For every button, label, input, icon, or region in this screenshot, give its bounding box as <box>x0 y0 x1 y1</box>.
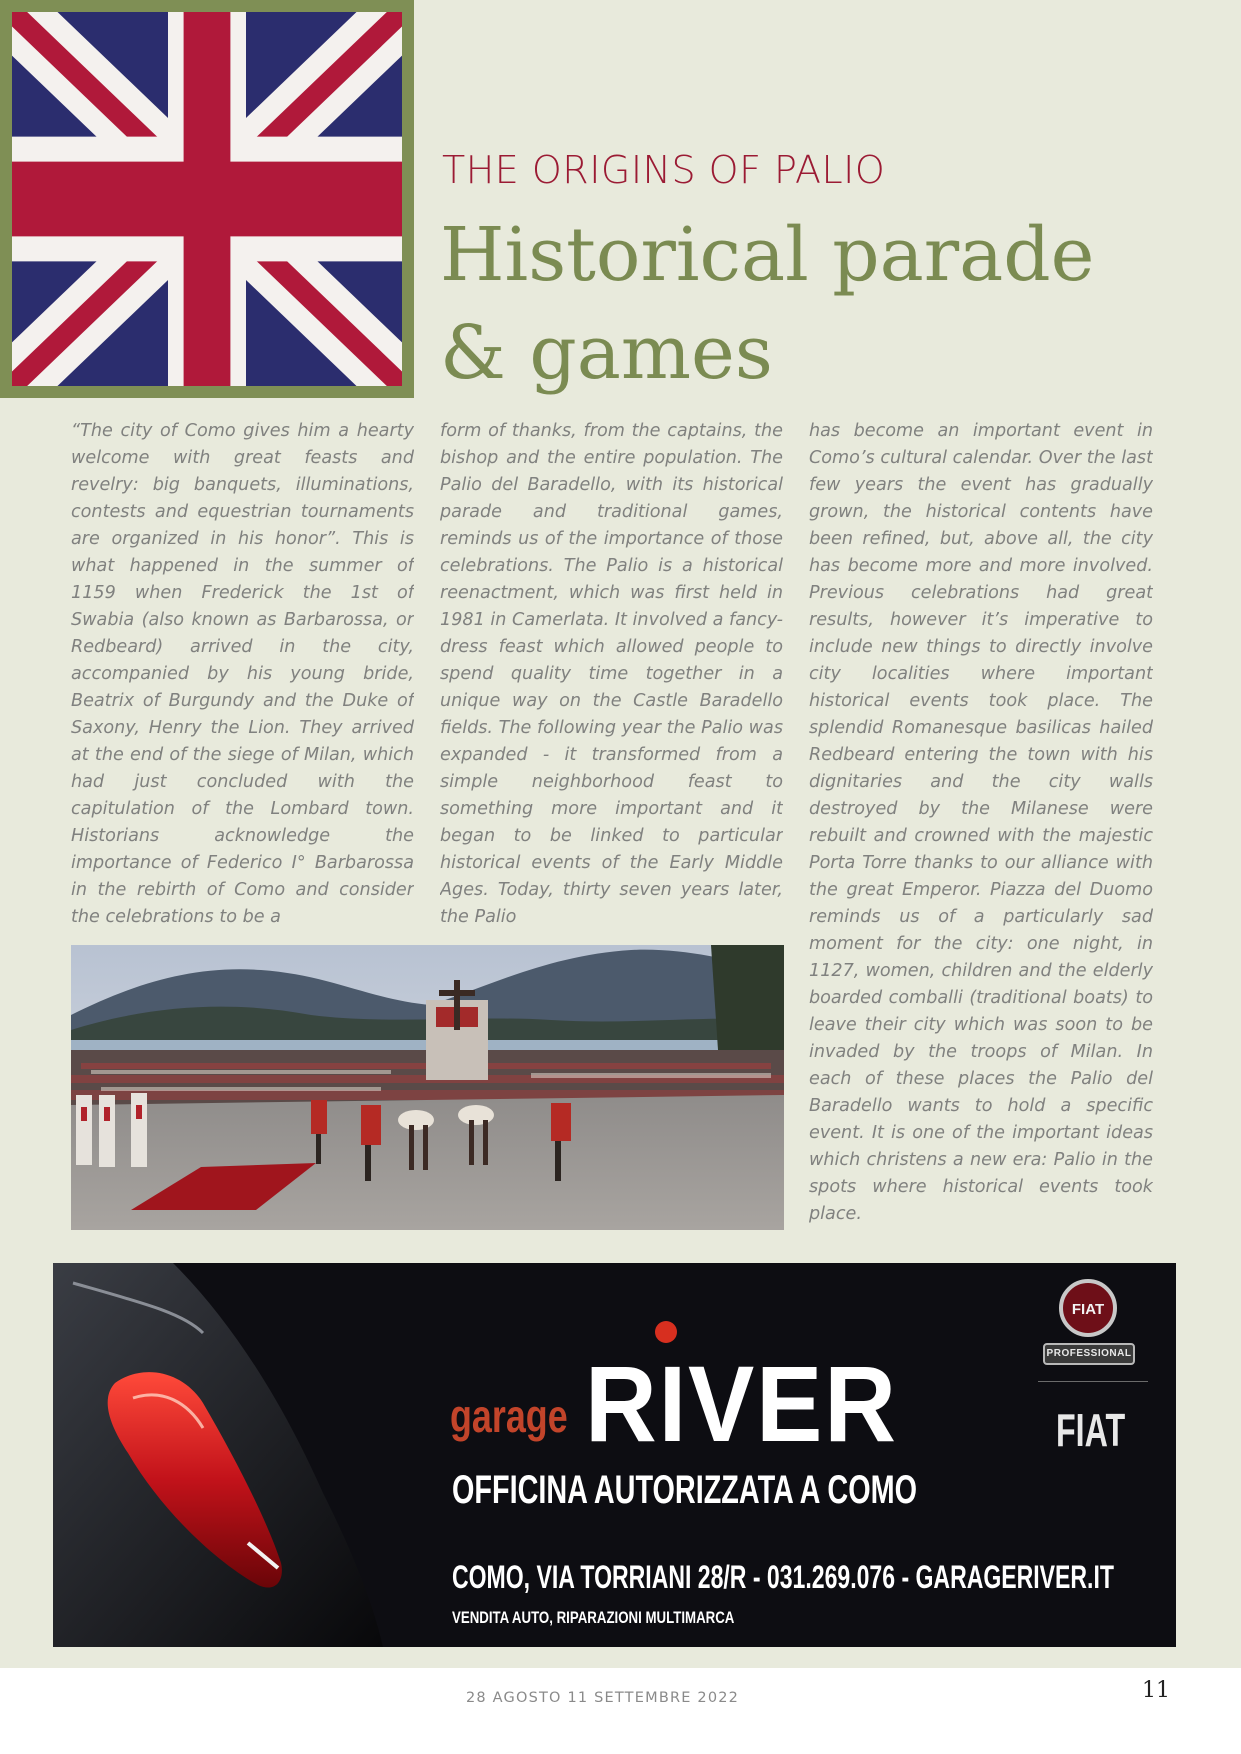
footer-band <box>0 1668 1241 1754</box>
issue-date: 28 AGOSTO 11 SETTEMBRE 2022 <box>466 1690 740 1706</box>
brand-dot-icon <box>655 1321 677 1343</box>
car-taillight-image <box>53 1263 383 1647</box>
flag-frame <box>0 0 414 398</box>
page-number: 11 <box>1142 1678 1170 1703</box>
article-kicker: THE ORIGINS OF PALIO <box>442 148 886 192</box>
article-title-line1: Historical parade <box>440 212 1095 298</box>
union-jack-flag-icon <box>12 12 402 386</box>
ad-contact-line[interactable]: COMO, VIA TORRIANI 28/R - 031.269.076 - GARAGERIVER.IT <box>452 1559 1114 1595</box>
article-title-line2: & games <box>440 310 773 396</box>
fiat-wordmark: FIAT <box>1056 1404 1126 1456</box>
article-column-1: “The city of Como gives him a hearty welcome with great feasts and revelry: big banquets, illuminations, contests and equestrian tournaments are organized in his honor”. This is what happened in the summer of 1159 when Frederick the 1st of Swabia (also known as Barbarossa, or Redbeard) arrived in the city, accompanied by his young bride, Beatrix of Burgundy and the Duke of Saxony, Henry the Lion. They arrived at the end of the siege of Milan, which had just concluded with the capitulation of the Lombard town. Historians acknowledge the importance of Federico I° Barbarossa in the rebirth of Como and consider the celebrations to be a <box>71 421 414 927</box>
article-column-3: has become an important event in Como’s cultural calendar. Over the last few years the event has gradually grown, the historical contents have been refined, but, above all, the city has become more and more involved. Previous celebrations had great results, however it’s imperative to include new things to directly involve city localities where important historical events took place. The splendid Romanesque basilicas hailed Redbeard entering the town with his dignitaries and the city walls destroyed by the Milanese were rebuilt and crowned with the majestic Porta Torre thanks to our alliance with the great Emperor. Piazza del Duomo reminds us of a particularly sad moment for the city: one night, in 1127, women, children and the elderly boarded comballi (traditional boats) to leave their city which was soon to be invaded by the troops of Milan. In each of these places the Palio del Baradello wants to hold a specific event. It is one of the important ideas which christens a new era: Palio in the spots where historical events took place. <box>809 421 1153 1224</box>
fiat-badge-text: FIAT <box>1071 1301 1105 1318</box>
brand-river-text: RIVER <box>585 1343 898 1464</box>
fiat-logo-icon <box>1058 1278 1118 1338</box>
article-title <box>440 206 1220 402</box>
article-column-2: form of thanks, from the captains, the bishop and the entire population. The Palio del Baradello, with its historical parade and traditional games, reminds us of the importance of those celebrations. The Palio is a historical reenactment, which was first held in 1981 in Camerlata. It involved a fancy-dress feast which allowed people to spend quality time together in a unique way on the Castle Baradello fields. The following year the Palio was expanded - it transformed from a simple neighborhood feast to something more important and it began to be linked to particular historical events of the Early Middle Ages. Today, thirty seven years later, the Palio <box>440 421 783 927</box>
parade-photo <box>71 945 784 1230</box>
garage-river-advertisement[interactable] <box>53 1263 1176 1647</box>
ad-tagline: OFFICINA AUTORIZZATA A COMO <box>452 1468 918 1512</box>
ad-services-line: VENDITA AUTO, RIPARAZIONI MULTIMARCA <box>452 1608 735 1627</box>
fiat-divider <box>1038 1381 1148 1382</box>
fiat-professional-badge: PROFESSIONAL <box>1043 1343 1135 1365</box>
brand-garage-text: garage <box>450 1390 568 1442</box>
